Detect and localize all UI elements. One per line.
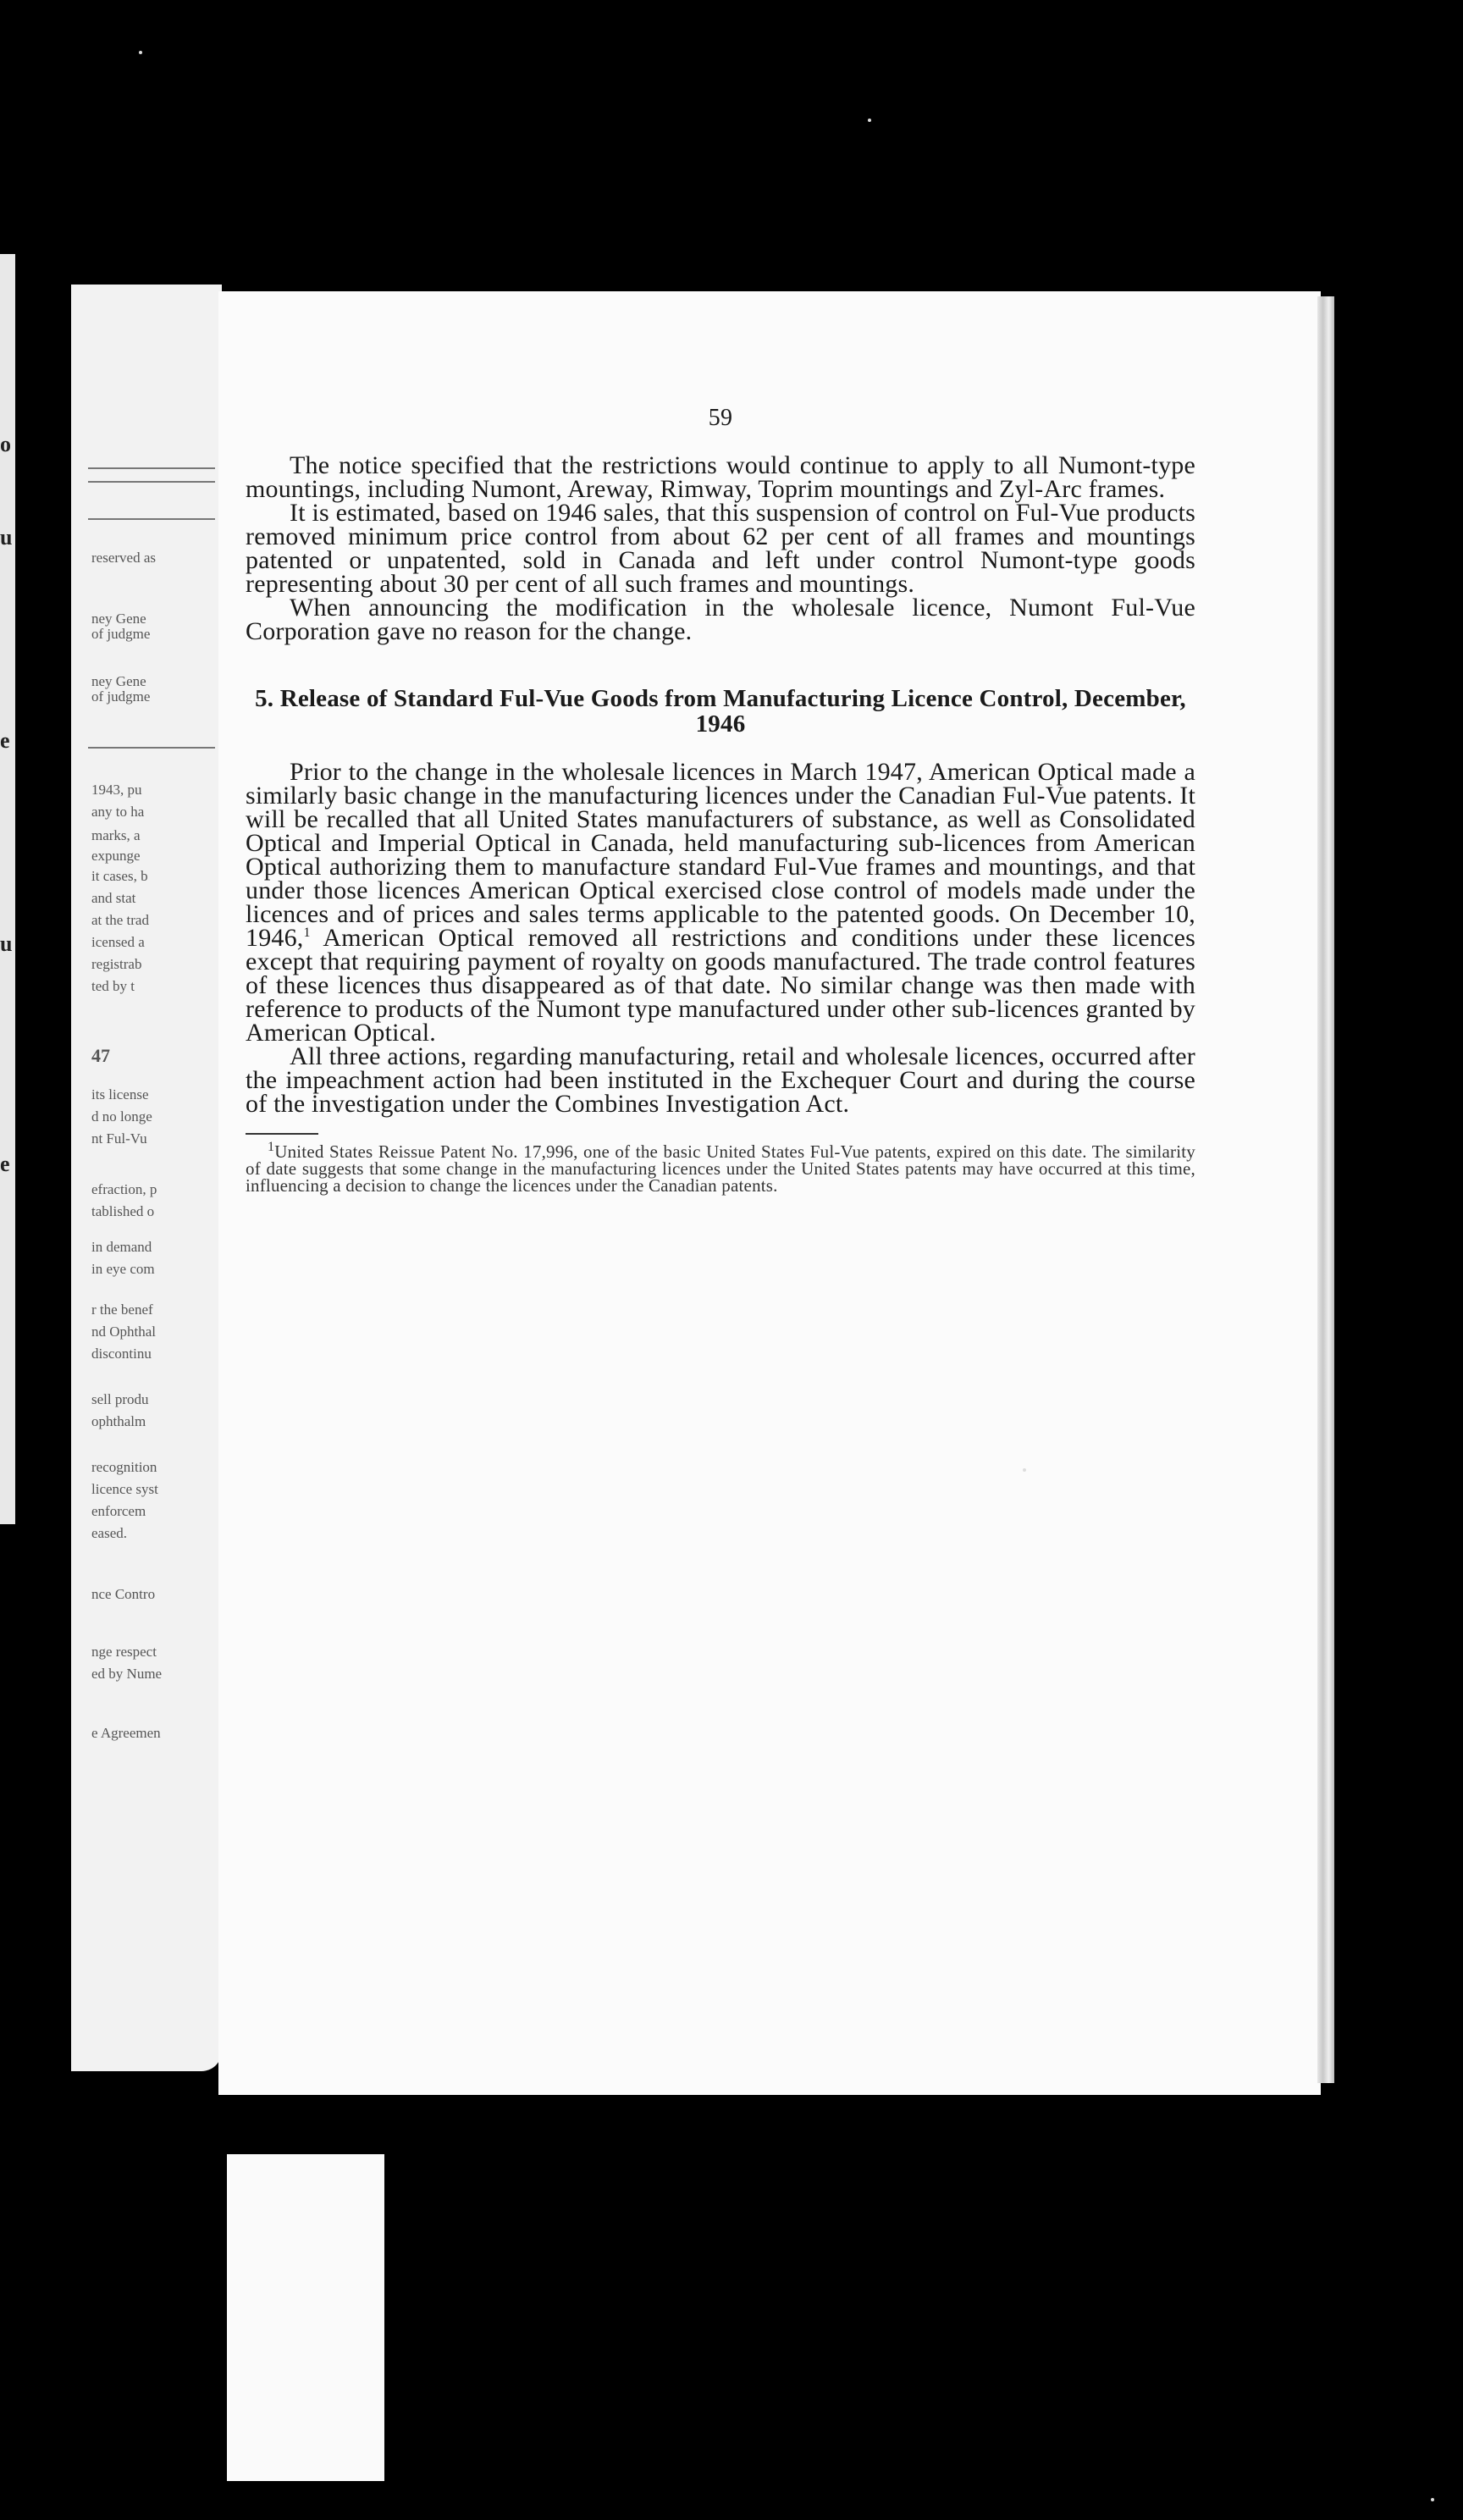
page-number: 59 <box>708 405 733 431</box>
paragraph-text: American Optical removed all restrictions and conditions under these licences except that requiring payment of royalty on goods manufactured. The trade control features of these licences thus disappeared as of that date. No similar change was then made with reference to products of the Numont type manufactured under other sub-licences granted by American Optical. <box>246 924 1195 1047</box>
left-page-fragment: and stat <box>91 890 136 906</box>
paragraph-text: Prior to the change in the wholesale licences in March 1947, American Optical made a similarly basic change in the manufacturing licences under the Canadian Ful-Vue patents. It will be recalled that all United States manufacturers of substance, as well as Consolidated Optical and Imperial Optical in Canada, held manufacturing sub-licences from American Optical authorizing them to manufacture standard Ful-Vue frames and mountings, and that under those licences American Optical exercised close control of models made under the licences and of prices and sales terms applicable to the patented goods. On December 10, 1946, <box>246 758 1195 952</box>
strip-glyph: e <box>0 1152 10 1176</box>
left-page-fragment: nt Ful-Vu <box>91 1130 147 1147</box>
left-page-rule <box>88 481 215 483</box>
left-page-fragment: marks, a <box>91 827 141 843</box>
footnote-reference: 1 <box>303 926 311 940</box>
left-page-fragment: efraction, p <box>91 1181 157 1197</box>
left-page-fragment: ed by Nume <box>91 1666 163 1682</box>
left-page-fragment: nge respect <box>91 1644 157 1660</box>
left-page-rule <box>88 467 215 469</box>
left-page-fragment: it cases, b <box>91 868 148 884</box>
left-page-fragment: sell produ <box>91 1391 149 1407</box>
left-page-fragment: d no longe <box>91 1108 152 1125</box>
left-page-fragment: tablished o <box>91 1203 155 1219</box>
left-page-fragment: expunge <box>91 848 141 864</box>
dust-speck <box>868 119 871 122</box>
left-page-fragment: at the trad <box>91 912 149 928</box>
left-page-fragment: enforcem <box>91 1503 146 1519</box>
footnote <box>246 1140 1195 1196</box>
left-page-fragment: reserved as <box>91 550 156 566</box>
left-page-margin <box>71 285 222 2071</box>
paragraph <box>246 760 1195 1045</box>
left-page-fragment: ophthalm <box>91 1413 146 1429</box>
paragraph: It is estimated, based on 1946 sales, that this suspension of control on Ful-Vue products removed minimum price control from about 62 per cent of all frames and mountings patented or unpatented, sold in Canada and left under control Numont-type goods representing about 30 per cent of all such frames and mountings. <box>246 499 1195 598</box>
left-page-rule <box>88 518 215 520</box>
left-page-fragment: e Agreemen <box>91 1725 161 1741</box>
strip-glyph: e <box>0 728 10 753</box>
left-page-fragment: 1943, pu <box>91 782 142 798</box>
dust-speck <box>1023 1468 1026 1472</box>
left-page-fragment: its license <box>91 1086 149 1102</box>
dust-speck <box>1431 2498 1434 2501</box>
left-page-fragment: any to ha <box>91 804 145 820</box>
left-page-fragment: ney Gene <box>91 611 146 627</box>
footnote-separator <box>246 1133 318 1135</box>
section-heading: 5. Release of Standard Ful-Vue Goods from Manufacturing Licence Control, December, 1946 <box>255 685 1186 738</box>
page-tab-bottom <box>227 2154 384 2481</box>
strip-glyph: u <box>0 525 13 550</box>
left-page-fragment: of judgme <box>91 626 151 642</box>
footnote-marker: 1 <box>268 1140 275 1154</box>
left-page-fragment: registrab <box>91 956 142 972</box>
left-page-fragment: nce Contro <box>91 1586 156 1602</box>
left-page-fragment: in eye com <box>91 1261 155 1277</box>
paragraph: The notice specified that the restrictions would continue to apply to all Numont-type mountings, including Numont, Areway, Rimway, Toprim mountings and Zyl-Arc frames. <box>246 451 1195 503</box>
left-page-fragment: r the benef <box>91 1301 153 1318</box>
footnote-text: United States Reissue Patent No. 17,996, one of the basic United States Ful-Vue patents, expired on this date. The similarity of date suggests that some change in the manufacturing licences under the United States patents may have occurred at this time, influencing a decision to change the licences under the Canadian patents. <box>246 1141 1195 1196</box>
left-page-fragment: in demand <box>91 1239 152 1255</box>
page-content <box>246 406 1195 1194</box>
left-page-fragment: eased. <box>91 1525 128 1541</box>
left-page-fragment: licence syst <box>91 1481 158 1497</box>
left-page-fragment: recognition <box>91 1459 157 1475</box>
strip-glyph: u <box>0 931 13 956</box>
page-edge-stack <box>1317 296 1334 2083</box>
left-page-fragment: nd Ophthal <box>91 1324 157 1340</box>
left-page-fragment: ney Gene <box>91 673 146 689</box>
left-page-fragment: ted by t <box>91 978 135 994</box>
strip-glyph: o <box>0 432 11 456</box>
dust-speck <box>139 51 142 54</box>
adjacent-page-strip <box>0 254 15 1524</box>
left-page-heading: 47 <box>91 1045 110 1066</box>
left-page-rule <box>88 747 215 749</box>
paragraph: When announcing the modification in the wholesale licence, Numont Ful-Vue Corporation gave no reason for the change. <box>246 594 1195 645</box>
paragraph: All three actions, regarding manufacturing, retail and wholesale licences, occurred after the impeachment action had been instituted in the Exchequer Court and during the course of the investigation under the Combines Investigation Act. <box>246 1042 1195 1118</box>
left-page-fragment: icensed a <box>91 934 145 950</box>
left-page-fragment: discontinu <box>91 1346 152 1362</box>
left-page-fragment: of judgme <box>91 688 151 705</box>
